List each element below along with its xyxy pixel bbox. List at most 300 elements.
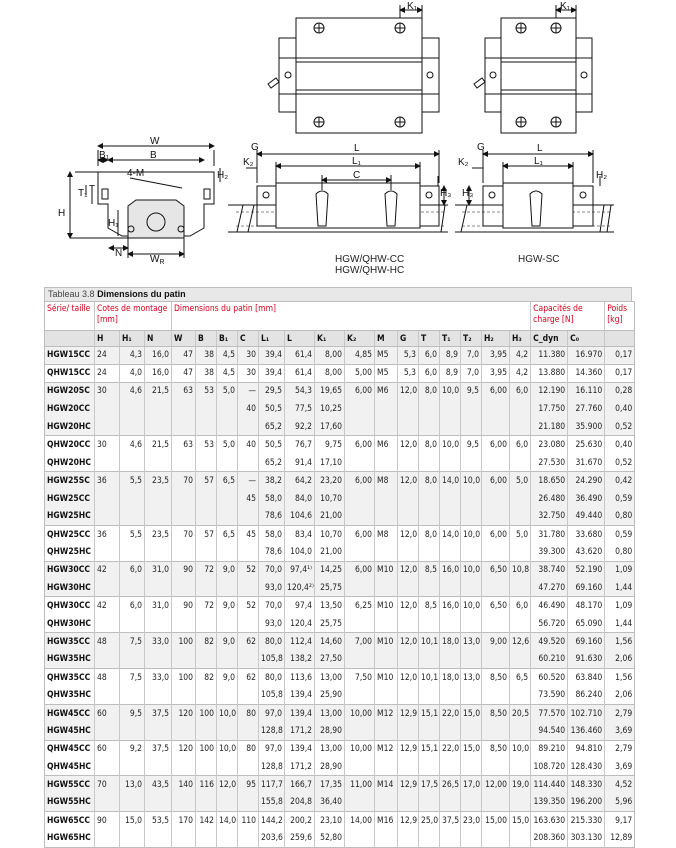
value-cell: 50,5 xyxy=(259,436,285,454)
value-cell xyxy=(375,400,398,418)
subheader-cell xyxy=(45,331,95,347)
value-cell: 52.190 xyxy=(568,561,605,579)
value-cell: 78,6 xyxy=(259,508,285,526)
value-cell: 2,79 xyxy=(605,704,635,722)
value-cell: 78,6 xyxy=(259,543,285,561)
value-cell xyxy=(510,830,531,848)
value-cell xyxy=(461,454,482,472)
table-row xyxy=(45,794,635,812)
value-cell: 57 xyxy=(196,472,217,490)
subheader-cell: B xyxy=(196,331,217,347)
value-cell: 3,95 xyxy=(482,364,510,382)
value-cell: 4,5 xyxy=(217,347,238,365)
value-cell: 9,2 xyxy=(120,740,145,758)
label-n: N xyxy=(115,248,123,259)
value-cell xyxy=(217,418,238,436)
value-cell: 1,09 xyxy=(605,561,635,579)
table-row xyxy=(45,776,635,794)
value-cell: 53,5 xyxy=(145,812,172,830)
value-cell: 14,0 xyxy=(440,525,461,543)
value-cell xyxy=(510,508,531,526)
value-cell: 9,00 xyxy=(482,633,510,651)
value-cell xyxy=(419,830,440,848)
value-cell xyxy=(419,615,440,633)
value-cell xyxy=(172,651,196,669)
value-cell: 163.630 xyxy=(531,812,568,830)
model-cell: QHW45HC xyxy=(45,758,95,776)
value-cell xyxy=(95,454,120,472)
value-cell: 6,0 xyxy=(120,561,145,579)
model-cell: QHW35CC xyxy=(45,669,95,687)
value-cell: 203,6 xyxy=(259,830,285,848)
value-cell: 94.810 xyxy=(568,740,605,758)
value-cell xyxy=(482,454,510,472)
value-cell xyxy=(461,418,482,436)
value-cell: 10,70 xyxy=(315,490,345,508)
value-cell xyxy=(440,454,461,472)
value-cell: 8,00 xyxy=(315,347,345,365)
value-cell xyxy=(440,490,461,508)
value-cell xyxy=(196,794,217,812)
value-cell: 15,1 xyxy=(419,704,440,722)
table-row xyxy=(45,472,635,490)
value-cell: 36,40 xyxy=(315,794,345,812)
value-cell: 1,44 xyxy=(605,615,635,633)
table-row xyxy=(45,686,635,704)
value-cell: 26,5 xyxy=(440,776,461,794)
value-cell: 14,0 xyxy=(440,472,461,490)
value-cell xyxy=(419,508,440,526)
value-cell xyxy=(238,830,259,848)
value-cell xyxy=(345,400,375,418)
value-cell: 171,2 xyxy=(285,758,315,776)
value-cell: 100 xyxy=(196,704,217,722)
value-cell: 82 xyxy=(196,669,217,687)
value-cell: 9,75 xyxy=(315,436,345,454)
value-cell xyxy=(510,651,531,669)
value-cell xyxy=(120,454,145,472)
value-cell: 39,4 xyxy=(259,347,285,365)
value-cell: 23,5 xyxy=(145,472,172,490)
value-cell xyxy=(95,794,120,812)
value-cell: 65,2 xyxy=(259,454,285,472)
value-cell: 0,42 xyxy=(605,472,635,490)
value-cell: 9,17 xyxy=(605,812,635,830)
value-cell: 117,7 xyxy=(259,776,285,794)
value-cell: M6 xyxy=(375,436,398,454)
table-row xyxy=(45,615,635,633)
value-cell: 70,0 xyxy=(259,597,285,615)
value-cell: 10,00 xyxy=(345,704,375,722)
subheader-cell: H₃ xyxy=(510,331,531,347)
value-cell: 2,06 xyxy=(605,686,635,704)
value-cell: 1,56 xyxy=(605,633,635,651)
label-h2-front: H₂ xyxy=(217,170,229,181)
value-cell: 69.160 xyxy=(568,633,605,651)
value-cell xyxy=(172,794,196,812)
value-cell: 6,00 xyxy=(345,561,375,579)
value-cell: 0,28 xyxy=(605,382,635,400)
value-cell xyxy=(95,508,120,526)
value-cell xyxy=(196,686,217,704)
value-cell: 12,9 xyxy=(398,812,419,830)
value-cell: 128,8 xyxy=(259,722,285,740)
value-cell: 48.170 xyxy=(568,597,605,615)
value-cell: 16.970 xyxy=(568,347,605,365)
value-cell: M8 xyxy=(375,525,398,543)
value-cell: 5,5 xyxy=(120,472,145,490)
value-cell: 31.780 xyxy=(531,525,568,543)
value-cell: 4,6 xyxy=(120,436,145,454)
model-cell: HGW45CC xyxy=(45,704,95,722)
subheader-cell: L₁ xyxy=(259,331,285,347)
value-cell: 70,0 xyxy=(259,561,285,579)
value-cell: 10,8 xyxy=(510,561,531,579)
value-cell: 35.900 xyxy=(568,418,605,436)
value-cell: 215.330 xyxy=(568,812,605,830)
value-cell: 30 xyxy=(95,436,120,454)
value-cell xyxy=(398,651,419,669)
value-cell: 12,0 xyxy=(398,472,419,490)
value-cell: 6,5 xyxy=(217,472,238,490)
value-cell: 25,90 xyxy=(315,686,345,704)
value-cell: 120,4²⁾ xyxy=(285,579,315,597)
value-cell: 12,6 xyxy=(510,633,531,651)
value-cell: 10,0 xyxy=(440,436,461,454)
value-cell xyxy=(120,543,145,561)
value-cell: 4,6 xyxy=(120,382,145,400)
value-cell xyxy=(172,454,196,472)
value-cell: 38.740 xyxy=(531,561,568,579)
value-cell: 0,40 xyxy=(605,400,635,418)
value-cell xyxy=(196,615,217,633)
value-cell: 120 xyxy=(172,740,196,758)
value-cell: 25,0 xyxy=(419,812,440,830)
subheader-cell: W xyxy=(172,331,196,347)
value-cell: 155,8 xyxy=(259,794,285,812)
value-cell: 114.440 xyxy=(531,776,568,794)
value-cell xyxy=(95,400,120,418)
value-cell: 110 xyxy=(238,812,259,830)
value-cell: 63.840 xyxy=(568,669,605,687)
value-cell: 93,0 xyxy=(259,615,285,633)
value-cell xyxy=(482,794,510,812)
value-cell: 22,0 xyxy=(440,704,461,722)
label-c: C xyxy=(353,170,361,181)
value-cell xyxy=(419,454,440,472)
cross-section-view xyxy=(70,146,220,258)
model-cell: HGW55HC xyxy=(45,794,95,812)
value-cell: 140 xyxy=(172,776,196,794)
value-cell: 6,00 xyxy=(345,472,375,490)
value-cell: 3,95 xyxy=(482,347,510,365)
value-cell: 6,00 xyxy=(482,472,510,490)
value-cell: 13,00 xyxy=(315,740,345,758)
label-k2: K₂ xyxy=(243,157,254,168)
value-cell: 11,00 xyxy=(345,776,375,794)
value-cell: M5 xyxy=(375,347,398,365)
value-cell: 72 xyxy=(196,597,217,615)
value-cell: 4,85 xyxy=(345,347,375,365)
label-b: B xyxy=(150,150,157,161)
value-cell: 36 xyxy=(95,525,120,543)
value-cell: 0,52 xyxy=(605,454,635,472)
value-cell: 49.440 xyxy=(568,508,605,526)
value-cell xyxy=(196,579,217,597)
value-cell xyxy=(196,508,217,526)
value-cell: 120 xyxy=(172,704,196,722)
subheader-cell: N xyxy=(145,331,172,347)
table-row xyxy=(45,382,635,400)
value-cell xyxy=(375,722,398,740)
value-cell: 84,0 xyxy=(285,490,315,508)
model-cell: HGW20CC xyxy=(45,400,95,418)
table-row xyxy=(45,651,635,669)
value-cell xyxy=(419,686,440,704)
value-cell xyxy=(196,490,217,508)
value-cell xyxy=(196,543,217,561)
value-cell: 16.110 xyxy=(568,382,605,400)
value-cell: 128.430 xyxy=(568,758,605,776)
header-mounting: Cotes de montage [mm] xyxy=(95,302,172,331)
value-cell: 4,0 xyxy=(120,364,145,382)
value-cell xyxy=(172,830,196,848)
value-cell xyxy=(238,508,259,526)
value-cell: 17,35 xyxy=(315,776,345,794)
value-cell xyxy=(461,651,482,669)
value-cell: 23,20 xyxy=(315,472,345,490)
value-cell xyxy=(145,418,172,436)
table-row xyxy=(45,490,635,508)
value-cell: 6,0 xyxy=(510,436,531,454)
value-cell: 57 xyxy=(196,525,217,543)
value-cell: 14,0 xyxy=(217,812,238,830)
label-h2-sc: H₂ xyxy=(596,170,608,181)
value-cell: 27.760 xyxy=(568,400,605,418)
value-cell: 14,60 xyxy=(315,633,345,651)
value-cell: 15,0 xyxy=(510,812,531,830)
model-cell: HGW65HC xyxy=(45,830,95,848)
value-cell: 63 xyxy=(172,382,196,400)
value-cell xyxy=(510,454,531,472)
value-cell xyxy=(482,508,510,526)
model-cell: HGW55CC xyxy=(45,776,95,794)
model-cell: QHW25HC xyxy=(45,543,95,561)
value-cell: 19,65 xyxy=(315,382,345,400)
value-cell xyxy=(482,400,510,418)
value-cell xyxy=(238,722,259,740)
subheader-cell: T₂ xyxy=(461,331,482,347)
value-cell: 8,00 xyxy=(315,364,345,382)
value-cell: 21,5 xyxy=(145,382,172,400)
value-cell: 6,00 xyxy=(345,436,375,454)
value-cell: 22,0 xyxy=(440,740,461,758)
value-cell: 80,0 xyxy=(259,669,285,687)
value-cell xyxy=(217,651,238,669)
value-cell: 42 xyxy=(95,561,120,579)
value-cell xyxy=(482,615,510,633)
value-cell xyxy=(145,454,172,472)
value-cell xyxy=(217,722,238,740)
value-cell: 6,0 xyxy=(419,364,440,382)
value-cell: 43,5 xyxy=(145,776,172,794)
model-cell: HGW35HC xyxy=(45,651,95,669)
table-subheader-row xyxy=(45,331,635,347)
value-cell: 6,50 xyxy=(482,597,510,615)
value-cell: 2,06 xyxy=(605,651,635,669)
label-k1-top: K₁ xyxy=(407,1,418,12)
value-cell: 13,50 xyxy=(315,597,345,615)
header-load-capacity: Capacités de charge [N] xyxy=(531,302,605,331)
table-row xyxy=(45,740,635,758)
value-cell xyxy=(440,400,461,418)
table-row xyxy=(45,758,635,776)
value-cell: 92,2 xyxy=(285,418,315,436)
table-row xyxy=(45,633,635,651)
value-cell xyxy=(398,543,419,561)
value-cell xyxy=(196,418,217,436)
value-cell: 23,5 xyxy=(145,525,172,543)
model-cell: HGW30HC xyxy=(45,579,95,597)
value-cell: M10 xyxy=(375,669,398,687)
value-cell xyxy=(217,794,238,812)
value-cell xyxy=(461,794,482,812)
value-cell: 8,50 xyxy=(482,669,510,687)
value-cell xyxy=(345,615,375,633)
value-cell: 13,00 xyxy=(315,704,345,722)
value-cell: 47 xyxy=(172,347,196,365)
value-cell: M12 xyxy=(375,740,398,758)
value-cell: 16,0 xyxy=(440,597,461,615)
value-cell xyxy=(345,454,375,472)
value-cell: 90 xyxy=(95,812,120,830)
value-cell xyxy=(440,615,461,633)
value-cell xyxy=(482,543,510,561)
value-cell: 3,69 xyxy=(605,758,635,776)
value-cell: 13.880 xyxy=(531,364,568,382)
value-cell: 48 xyxy=(95,669,120,687)
value-cell: 6,00 xyxy=(482,525,510,543)
value-cell xyxy=(238,794,259,812)
value-cell: 196.200 xyxy=(568,794,605,812)
value-cell xyxy=(510,758,531,776)
value-cell: 39.300 xyxy=(531,543,568,561)
value-cell: 70 xyxy=(172,525,196,543)
value-cell: 48 xyxy=(95,633,120,651)
value-cell: 6,0 xyxy=(120,597,145,615)
label-w: W xyxy=(150,136,160,147)
value-cell: 90 xyxy=(172,561,196,579)
value-cell: 259,6 xyxy=(285,830,315,848)
value-cell: 12,0 xyxy=(398,633,419,651)
value-cell: 120,4 xyxy=(285,615,315,633)
value-cell: 26.480 xyxy=(531,490,568,508)
value-cell: 52 xyxy=(238,561,259,579)
value-cell: 8,50 xyxy=(482,704,510,722)
value-cell: 43.620 xyxy=(568,543,605,561)
value-cell: 0,80 xyxy=(605,543,635,561)
value-cell xyxy=(510,400,531,418)
caption-sc: HGW-SC xyxy=(518,254,560,265)
model-cell: QHW25CC xyxy=(45,525,95,543)
model-cell: HGW25SC xyxy=(45,472,95,490)
value-cell xyxy=(345,579,375,597)
value-cell: 16,0 xyxy=(145,364,172,382)
value-cell: 70 xyxy=(95,776,120,794)
value-cell xyxy=(345,490,375,508)
value-cell xyxy=(440,543,461,561)
value-cell xyxy=(440,418,461,436)
value-cell: 7,0 xyxy=(461,364,482,382)
subheader-cell: H xyxy=(95,331,120,347)
value-cell: 12,0 xyxy=(398,436,419,454)
value-cell: 40 xyxy=(238,436,259,454)
value-cell: 1,56 xyxy=(605,669,635,687)
value-cell: 29,5 xyxy=(259,382,285,400)
label-k2-sc: K₂ xyxy=(458,157,469,168)
caption-cc: HGW/QHW-CC xyxy=(335,254,405,265)
value-cell: 30 xyxy=(238,347,259,365)
value-cell: 0,59 xyxy=(605,490,635,508)
value-cell: 171,2 xyxy=(285,722,315,740)
value-cell xyxy=(375,454,398,472)
value-cell: 80 xyxy=(238,740,259,758)
value-cell: 200,2 xyxy=(285,812,315,830)
value-cell: 104,0 xyxy=(285,543,315,561)
value-cell: 4,52 xyxy=(605,776,635,794)
value-cell xyxy=(238,543,259,561)
value-cell: 9,5 xyxy=(461,382,482,400)
value-cell: 105,8 xyxy=(259,686,285,704)
model-cell: HGW20HC xyxy=(45,418,95,436)
value-cell: 15,0 xyxy=(120,812,145,830)
model-cell: HGW25HC xyxy=(45,508,95,526)
value-cell xyxy=(440,508,461,526)
value-cell: 5,3 xyxy=(398,364,419,382)
value-cell xyxy=(510,794,531,812)
value-cell: 14,25 xyxy=(315,561,345,579)
value-cell xyxy=(172,722,196,740)
value-cell: 20,5 xyxy=(510,704,531,722)
value-cell: M12 xyxy=(375,704,398,722)
value-cell xyxy=(461,686,482,704)
value-cell: 6,00 xyxy=(482,436,510,454)
value-cell xyxy=(145,830,172,848)
value-cell: 89.210 xyxy=(531,740,568,758)
value-cell: 166,7 xyxy=(285,776,315,794)
value-cell xyxy=(238,758,259,776)
value-cell: 6,50 xyxy=(482,561,510,579)
value-cell xyxy=(510,490,531,508)
value-cell: 136.460 xyxy=(568,722,605,740)
value-cell: 21.180 xyxy=(531,418,568,436)
value-cell: 47 xyxy=(172,364,196,382)
value-cell xyxy=(345,651,375,669)
value-cell: 108.720 xyxy=(531,758,568,776)
value-cell xyxy=(345,722,375,740)
value-cell xyxy=(375,830,398,848)
drawings-svg xyxy=(0,0,676,285)
value-cell: 8,9 xyxy=(440,347,461,365)
subheader-cell: C_dyn xyxy=(531,331,568,347)
value-cell: 27,50 xyxy=(315,651,345,669)
value-cell: 16,0 xyxy=(145,347,172,365)
value-cell xyxy=(345,686,375,704)
value-cell xyxy=(375,579,398,597)
top-view-cc-block xyxy=(268,5,439,133)
value-cell: 73.590 xyxy=(531,686,568,704)
value-cell xyxy=(95,490,120,508)
